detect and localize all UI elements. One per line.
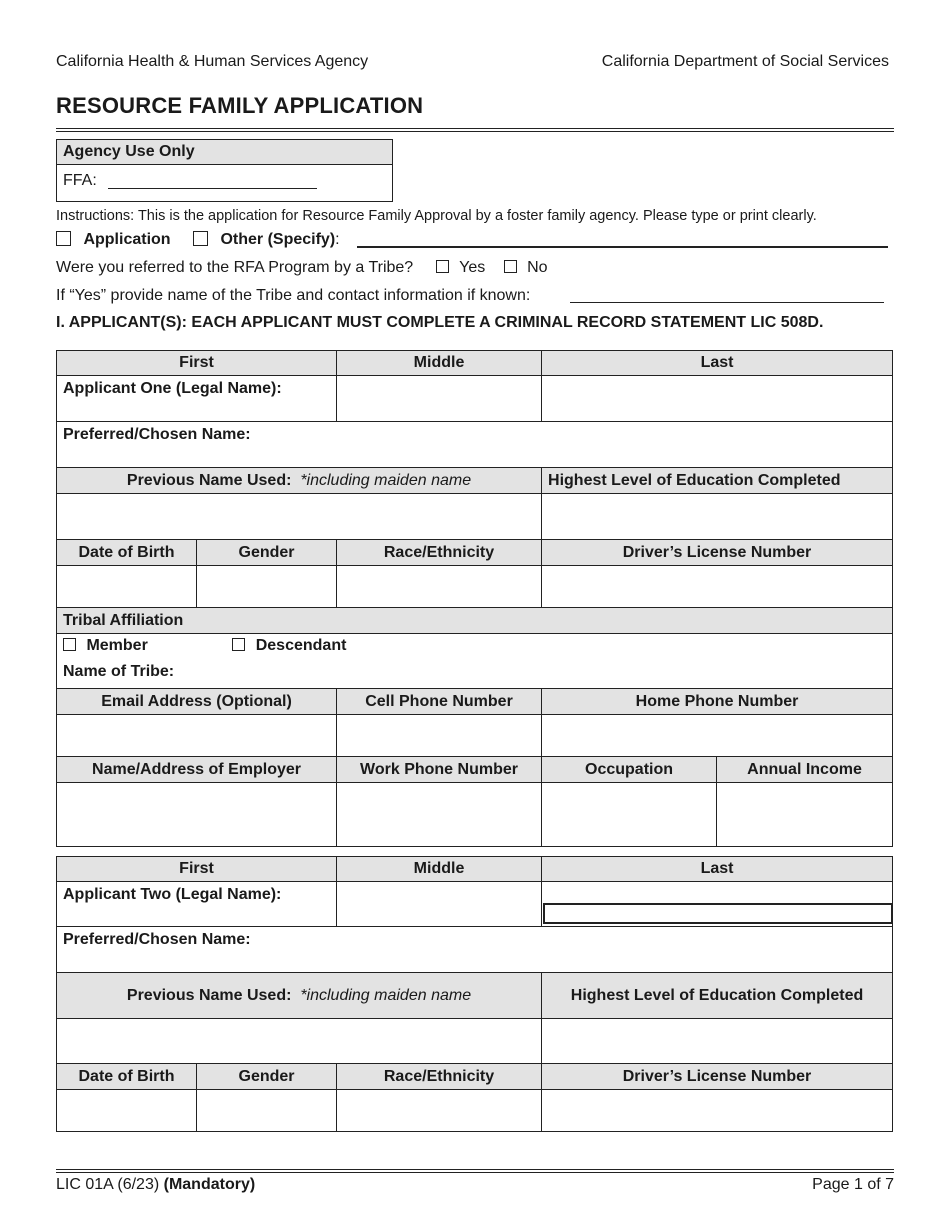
preferred-name-label-two: Preferred/Chosen Name: <box>63 931 251 948</box>
dob-header-two: Date of Birth <box>57 1064 197 1090</box>
tribal-options <box>63 637 886 663</box>
tribe-contact-field[interactable] <box>570 302 884 303</box>
gender-header-two: Gender <box>197 1064 337 1090</box>
descendant-checkbox[interactable] <box>232 638 245 651</box>
tribe-yes-checkbox[interactable] <box>436 260 449 273</box>
applicant-two-last-name[interactable] <box>542 882 893 927</box>
application-label: Application <box>83 231 171 248</box>
applicant-two-label: Applicant Two (Legal Name): <box>63 886 282 903</box>
previous-name-label-two: Previous Name Used: <box>126 986 292 1004</box>
previous-name-header-two <box>57 973 542 1019</box>
applicant-one-middle-name[interactable] <box>337 376 542 422</box>
title-rule-double <box>56 131 894 132</box>
tribe-name-label: Name of Tribe: <box>63 663 175 680</box>
applicant-one-dob[interactable] <box>57 566 197 608</box>
previous-name-note: *including maiden name <box>300 471 472 489</box>
occupation-header: Occupation <box>542 757 717 783</box>
email-header: Email Address (Optional) <box>57 689 337 715</box>
first-header-two: First <box>57 857 337 882</box>
applicant-one-gender[interactable] <box>197 566 337 608</box>
gender-header: Gender <box>197 540 337 566</box>
middle-header-two: Middle <box>337 857 542 882</box>
applicant-one-preferred-name[interactable] <box>57 422 893 468</box>
applicant-one-occupation[interactable] <box>542 783 717 847</box>
race-header: Race/Ethnicity <box>337 540 542 566</box>
last-header: Last <box>542 351 893 376</box>
last-header-two: Last <box>542 857 893 882</box>
applicant-two-gender[interactable] <box>197 1090 337 1132</box>
tribe-referral-row <box>56 259 548 277</box>
previous-name-note-two: *including maiden name <box>300 986 472 1004</box>
applicant-one-previous-name[interactable] <box>57 494 542 540</box>
applicant-two-preferred-name[interactable] <box>57 927 893 973</box>
tribe-no-label: No <box>527 259 548 276</box>
other-checkbox[interactable] <box>193 231 208 246</box>
mandatory-label: (Mandatory) <box>163 1176 256 1193</box>
income-header: Annual Income <box>717 757 893 783</box>
agency-name: California Health & Human Services Agency <box>56 53 369 70</box>
race-header-two: Race/Ethnicity <box>337 1064 542 1090</box>
applicant-two-previous-name[interactable] <box>57 1019 542 1064</box>
member-checkbox[interactable] <box>63 638 76 651</box>
tribe-followup-label: If “Yes” provide name of the Tribe and contact information if known: <box>56 287 531 304</box>
last-name-spacer <box>542 882 892 903</box>
member-label: Member <box>86 637 148 654</box>
tribal-affiliation-header: Tribal Affiliation <box>57 608 893 634</box>
title-rule <box>56 128 894 129</box>
education-header: Highest Level of Education Completed <box>542 468 893 494</box>
applicant-two-education[interactable] <box>542 1019 893 1064</box>
ffa-field[interactable] <box>108 188 317 189</box>
applicant-one-email[interactable] <box>57 715 337 757</box>
tribe-no-checkbox[interactable] <box>504 260 517 273</box>
cell-header: Cell Phone Number <box>337 689 542 715</box>
application-type-row <box>56 231 340 249</box>
applicant-one-label: Applicant One (Legal Name): <box>63 380 282 397</box>
middle-header: Middle <box>337 351 542 376</box>
instructions: Instructions: This is the application for Resource Family Approval by a foster family agency. Please type or print clearly. <box>56 208 817 224</box>
department-name: California Department of Social Services <box>601 53 889 70</box>
applicant-one-cell[interactable] <box>337 715 542 757</box>
footer-rule <box>56 1169 894 1170</box>
applicant-one-race[interactable] <box>337 566 542 608</box>
previous-name-header <box>57 468 542 494</box>
application-checkbox[interactable] <box>56 231 71 246</box>
ffa-row <box>57 165 392 190</box>
applicant-one-last-name[interactable] <box>542 376 893 422</box>
last-name-inner-box <box>543 903 893 924</box>
page-title: RESOURCE FAMILY APPLICATION <box>56 93 424 118</box>
preferred-name-label: Preferred/Chosen Name: <box>63 426 251 443</box>
applicant-one-home-phone[interactable] <box>542 715 893 757</box>
page-number: Page 1 of 7 <box>812 1176 894 1193</box>
education-header-two: Highest Level of Education Completed <box>542 973 893 1019</box>
employer-header: Name/Address of Employer <box>57 757 337 783</box>
descendant-label: Descendant <box>255 637 347 654</box>
form-number: LIC 01A (6/23) <box>56 1176 160 1193</box>
section-heading: I. APPLICANT(S): EACH APPLICANT MUST COMPLETE A CRIMINAL RECORD STATEMENT LIC 508D. <box>56 314 824 331</box>
other-specify-field[interactable] <box>357 246 888 248</box>
form-id <box>56 1176 255 1194</box>
agency-use-heading: Agency Use Only <box>57 140 392 165</box>
applicant-one-license[interactable] <box>542 566 893 608</box>
applicant-one-first-name[interactable] <box>57 376 337 422</box>
applicant-two-middle-name[interactable] <box>337 882 542 927</box>
applicant-one-education[interactable] <box>542 494 893 540</box>
applicant-two-license[interactable] <box>542 1090 893 1132</box>
applicant-two-table <box>56 856 893 1132</box>
work-phone-header: Work Phone Number <box>337 757 542 783</box>
other-colon: : <box>335 231 340 248</box>
applicant-two-dob[interactable] <box>57 1090 197 1132</box>
applicant-one-employer[interactable] <box>57 783 337 847</box>
applicant-one-work-phone[interactable] <box>337 783 542 847</box>
applicant-two-race[interactable] <box>337 1090 542 1132</box>
applicant-two-first-name[interactable] <box>57 882 337 927</box>
applicant-one-table <box>56 350 893 847</box>
footer-rule-double <box>56 1172 894 1173</box>
license-header-two: Driver’s License Number <box>542 1064 893 1090</box>
dob-header: Date of Birth <box>57 540 197 566</box>
ffa-label: FFA: <box>63 172 97 189</box>
tribe-referral-question: Were you referred to the RFA Program by a Tribe? <box>56 259 414 276</box>
first-header: First <box>57 351 337 376</box>
applicant-one-income[interactable] <box>717 783 893 847</box>
previous-name-label: Previous Name Used: <box>126 471 292 489</box>
other-label: Other (Specify) <box>220 231 336 248</box>
home-phone-header: Home Phone Number <box>542 689 893 715</box>
agency-use-box <box>56 139 393 202</box>
license-header: Driver’s License Number <box>542 540 893 566</box>
tribe-yes-label: Yes <box>459 259 486 276</box>
tribal-affiliation-cell <box>57 634 893 689</box>
